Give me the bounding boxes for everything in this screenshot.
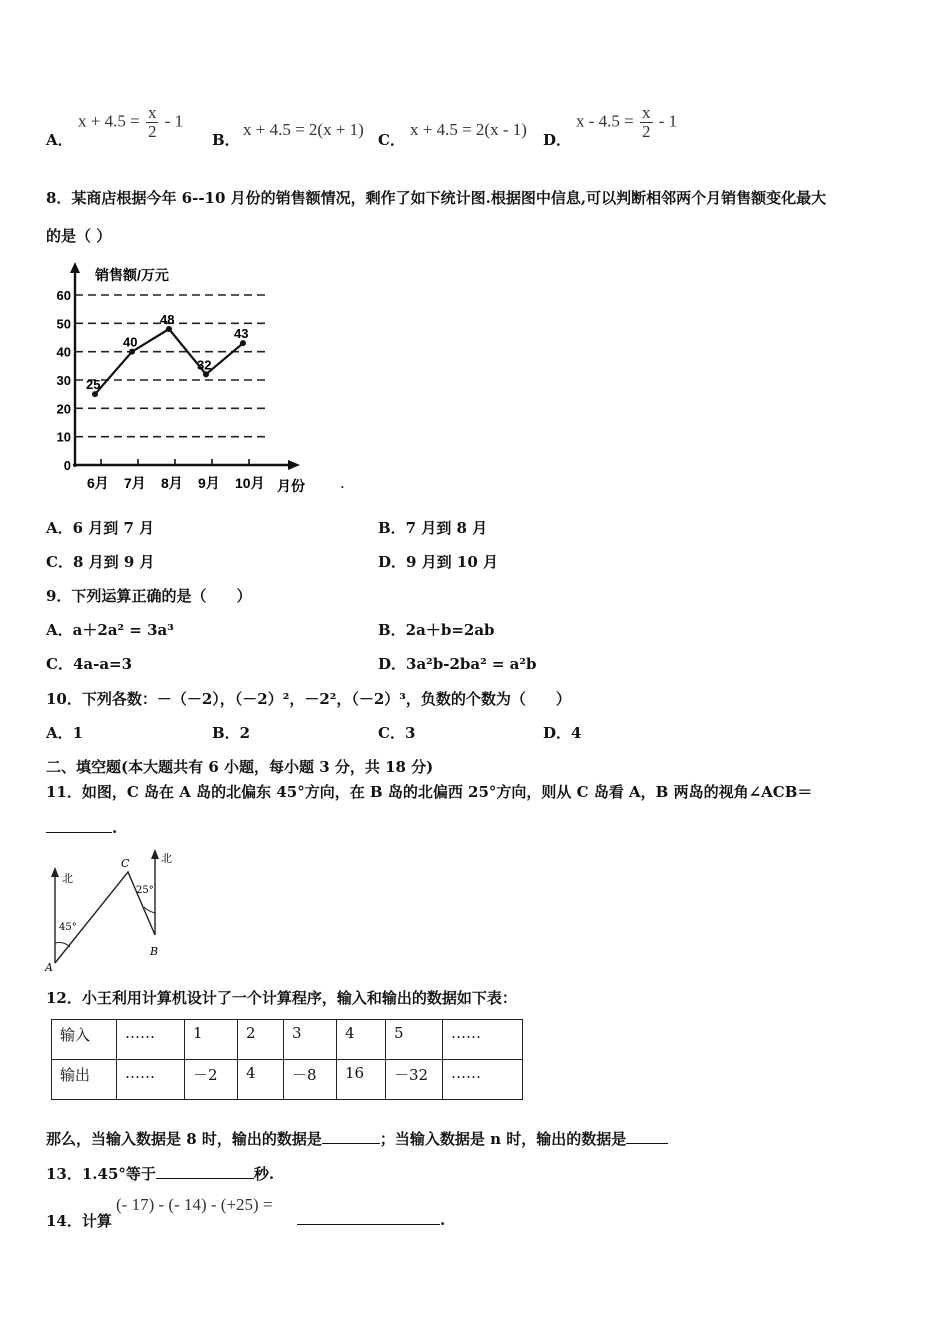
q8-option-b: B．7 月到 8 月 bbox=[378, 519, 488, 537]
y-tick-label: 20 bbox=[56, 401, 71, 417]
q11-island-figure bbox=[40, 845, 180, 975]
data-label: 25 bbox=[86, 377, 101, 393]
y-tick-label: 0 bbox=[63, 458, 71, 473]
q11-answer-line bbox=[46, 818, 117, 837]
q7-option-c-label: C． bbox=[378, 131, 405, 149]
q7-d-left: x - 4.5 = bbox=[576, 111, 634, 131]
y-axis-title: 销售额/万元 bbox=[95, 267, 169, 283]
q7-d-right: - 1 bbox=[658, 111, 678, 131]
q12-follow-up-a: 那么，当输入数据是 8 时，输出的数据是 bbox=[46, 1130, 322, 1148]
sales-series-line bbox=[95, 329, 243, 394]
x-axis-title: 月份 bbox=[277, 478, 305, 494]
q7-a-fraction bbox=[146, 104, 159, 141]
q13-blank bbox=[156, 1164, 254, 1179]
table-cell: 1 bbox=[185, 1020, 238, 1060]
north-arrow-a-icon bbox=[51, 867, 59, 877]
x-tick-label: 10月 bbox=[235, 475, 265, 491]
x-tick-label: 8月 bbox=[161, 475, 183, 491]
q9-option-a: A．a＋2a² = 3a³ bbox=[46, 621, 174, 639]
q12-follow-up bbox=[46, 1128, 668, 1149]
q7-option-c-expr: x + 4.5 = 2(x - 1) bbox=[410, 120, 527, 139]
table-cell: －32 bbox=[386, 1060, 443, 1100]
q8-stem-line2: 的是（ ） bbox=[46, 227, 112, 245]
table-cell: 输入 bbox=[52, 1020, 117, 1060]
q7-option-d-label: D． bbox=[543, 131, 572, 149]
q14-pre: 14．计算 bbox=[46, 1212, 112, 1230]
q7-a-den: 2 bbox=[147, 122, 157, 141]
angle-25-label: 25° bbox=[136, 885, 154, 896]
q10-option-c: C．3 bbox=[378, 724, 416, 742]
q8-option-a: A．6 月到 7 月 bbox=[46, 519, 155, 537]
q12-follow-up-b: ；当输入数据是 n 时，输出的数据是 bbox=[379, 1130, 627, 1148]
q12-blank-1 bbox=[322, 1129, 380, 1144]
north-label-a: 北 bbox=[62, 872, 73, 885]
table-cell: …… bbox=[117, 1020, 185, 1060]
section-2-heading: 二、填空题(本大题共有 6 小题，每小题 3 分，共 18 分) bbox=[46, 758, 434, 776]
q7-a-num: x bbox=[147, 103, 157, 122]
table-row-output bbox=[52, 1060, 523, 1100]
q14-blank bbox=[297, 1210, 440, 1225]
chart-trailing-dot: . bbox=[340, 474, 345, 492]
q7-option-a-expr bbox=[78, 104, 183, 141]
q7-d-num: x bbox=[642, 103, 651, 122]
q9-stem: 9．下列运算正确的是（ ） bbox=[46, 587, 252, 605]
y-tick-label: 40 bbox=[56, 344, 71, 360]
x-tick-label: 7月 bbox=[124, 475, 146, 491]
q10-option-a: A．1 bbox=[46, 724, 84, 742]
chart-marks bbox=[92, 326, 249, 397]
table-cell: 16 bbox=[337, 1060, 386, 1100]
north-arrow-b-icon bbox=[151, 849, 159, 859]
point-a-label: A bbox=[45, 961, 53, 974]
q8-option-d: D．9 月到 10 月 bbox=[378, 553, 498, 571]
north-label-b: 北 bbox=[161, 852, 172, 865]
q7-option-a-label: A． bbox=[46, 131, 73, 149]
y-tick-label: 60 bbox=[56, 288, 71, 303]
q8-option-c: C．8 月到 9 月 bbox=[46, 553, 155, 571]
data-label: 48 bbox=[160, 312, 175, 327]
q12-blank-2 bbox=[626, 1129, 668, 1144]
chart-axes bbox=[70, 262, 300, 470]
q7-option-b-expr: x + 4.5 = 2(x + 1) bbox=[243, 120, 364, 139]
q10-stem: 10．下列各数：－（－2），（－2）²，－2²，（－2）³，负数的个数为（ ） bbox=[46, 690, 571, 708]
x-tick-label: 9月 bbox=[198, 475, 220, 491]
q14-answer bbox=[297, 1210, 445, 1229]
q7-d-den: 2 bbox=[642, 122, 651, 141]
data-label: 40 bbox=[123, 334, 138, 350]
table-cell: －2 bbox=[185, 1060, 238, 1100]
x-tick-label: 6月 bbox=[87, 475, 109, 491]
q11-end: . bbox=[112, 819, 118, 837]
q8-stem-line1: 8．某商店根据今年 6--10 月份的销售额情况，剩作了如下统计图.根据图中信息,可以判断相邻两个月销售额变化最大 bbox=[46, 189, 827, 207]
q11-blank bbox=[46, 818, 112, 833]
table-cell: 2 bbox=[238, 1020, 284, 1060]
table-cell: －8 bbox=[284, 1060, 337, 1100]
q9-option-d: D．3a²b-2ba² = a²b bbox=[378, 655, 537, 673]
q7-a-right: - 1 bbox=[164, 111, 184, 131]
q13-line bbox=[46, 1163, 274, 1184]
q11-stem: 11．如图，C 岛在 A 岛的北偏东 45°方向，在 B 岛的北偏西 25°方向，则从 C 岛看 A，B 两岛的视角∠ACB＝ bbox=[46, 783, 813, 801]
table-cell: 4 bbox=[238, 1060, 284, 1100]
q10-option-d: D．4 bbox=[543, 724, 582, 742]
point-c-label: C bbox=[121, 857, 130, 870]
y-tick-label: 50 bbox=[56, 316, 71, 332]
y-tick-label: 30 bbox=[56, 373, 71, 388]
q10-option-b: B．2 bbox=[212, 724, 251, 742]
data-label: 43 bbox=[234, 326, 249, 342]
q13-pre: 13．1.45°等于 bbox=[46, 1165, 156, 1183]
sales-line-chart bbox=[50, 258, 350, 498]
table-cell: 3 bbox=[284, 1020, 337, 1060]
q7-option-d-expr bbox=[576, 104, 677, 141]
point-b-label: B bbox=[150, 945, 159, 958]
q14-expression: (- 17) - (- 14) - (+25) = bbox=[116, 1195, 273, 1214]
y-axis-arrow-icon bbox=[70, 262, 80, 273]
io-table bbox=[51, 1019, 523, 1100]
angle-45-label: 45° bbox=[59, 922, 77, 933]
table-cell: 4 bbox=[337, 1020, 386, 1060]
table-cell: …… bbox=[117, 1060, 185, 1100]
q7-a-left: x + 4.5 = bbox=[78, 111, 140, 131]
q12-stem: 12．小王利用计算机设计了一个计算程序，输入和输出的数据如下表： bbox=[46, 989, 517, 1007]
y-tick-label: 10 bbox=[56, 429, 71, 445]
table-cell: 5 bbox=[386, 1020, 443, 1060]
q7-d-fraction bbox=[640, 104, 653, 141]
q7-option-b-label: B． bbox=[212, 131, 240, 149]
table-cell: 输出 bbox=[52, 1060, 117, 1100]
data-label: 32 bbox=[197, 357, 212, 373]
table-cell: …… bbox=[443, 1060, 523, 1100]
q9-option-c: C．4a-a=3 bbox=[46, 655, 133, 673]
table-cell: …… bbox=[443, 1020, 523, 1060]
table-row-input bbox=[52, 1020, 523, 1060]
q13-post: 秒. bbox=[253, 1165, 275, 1183]
q9-option-b: B．2a＋b=2ab bbox=[378, 621, 495, 639]
q14-post: . bbox=[440, 1211, 446, 1229]
x-axis-arrow-icon bbox=[288, 460, 300, 470]
